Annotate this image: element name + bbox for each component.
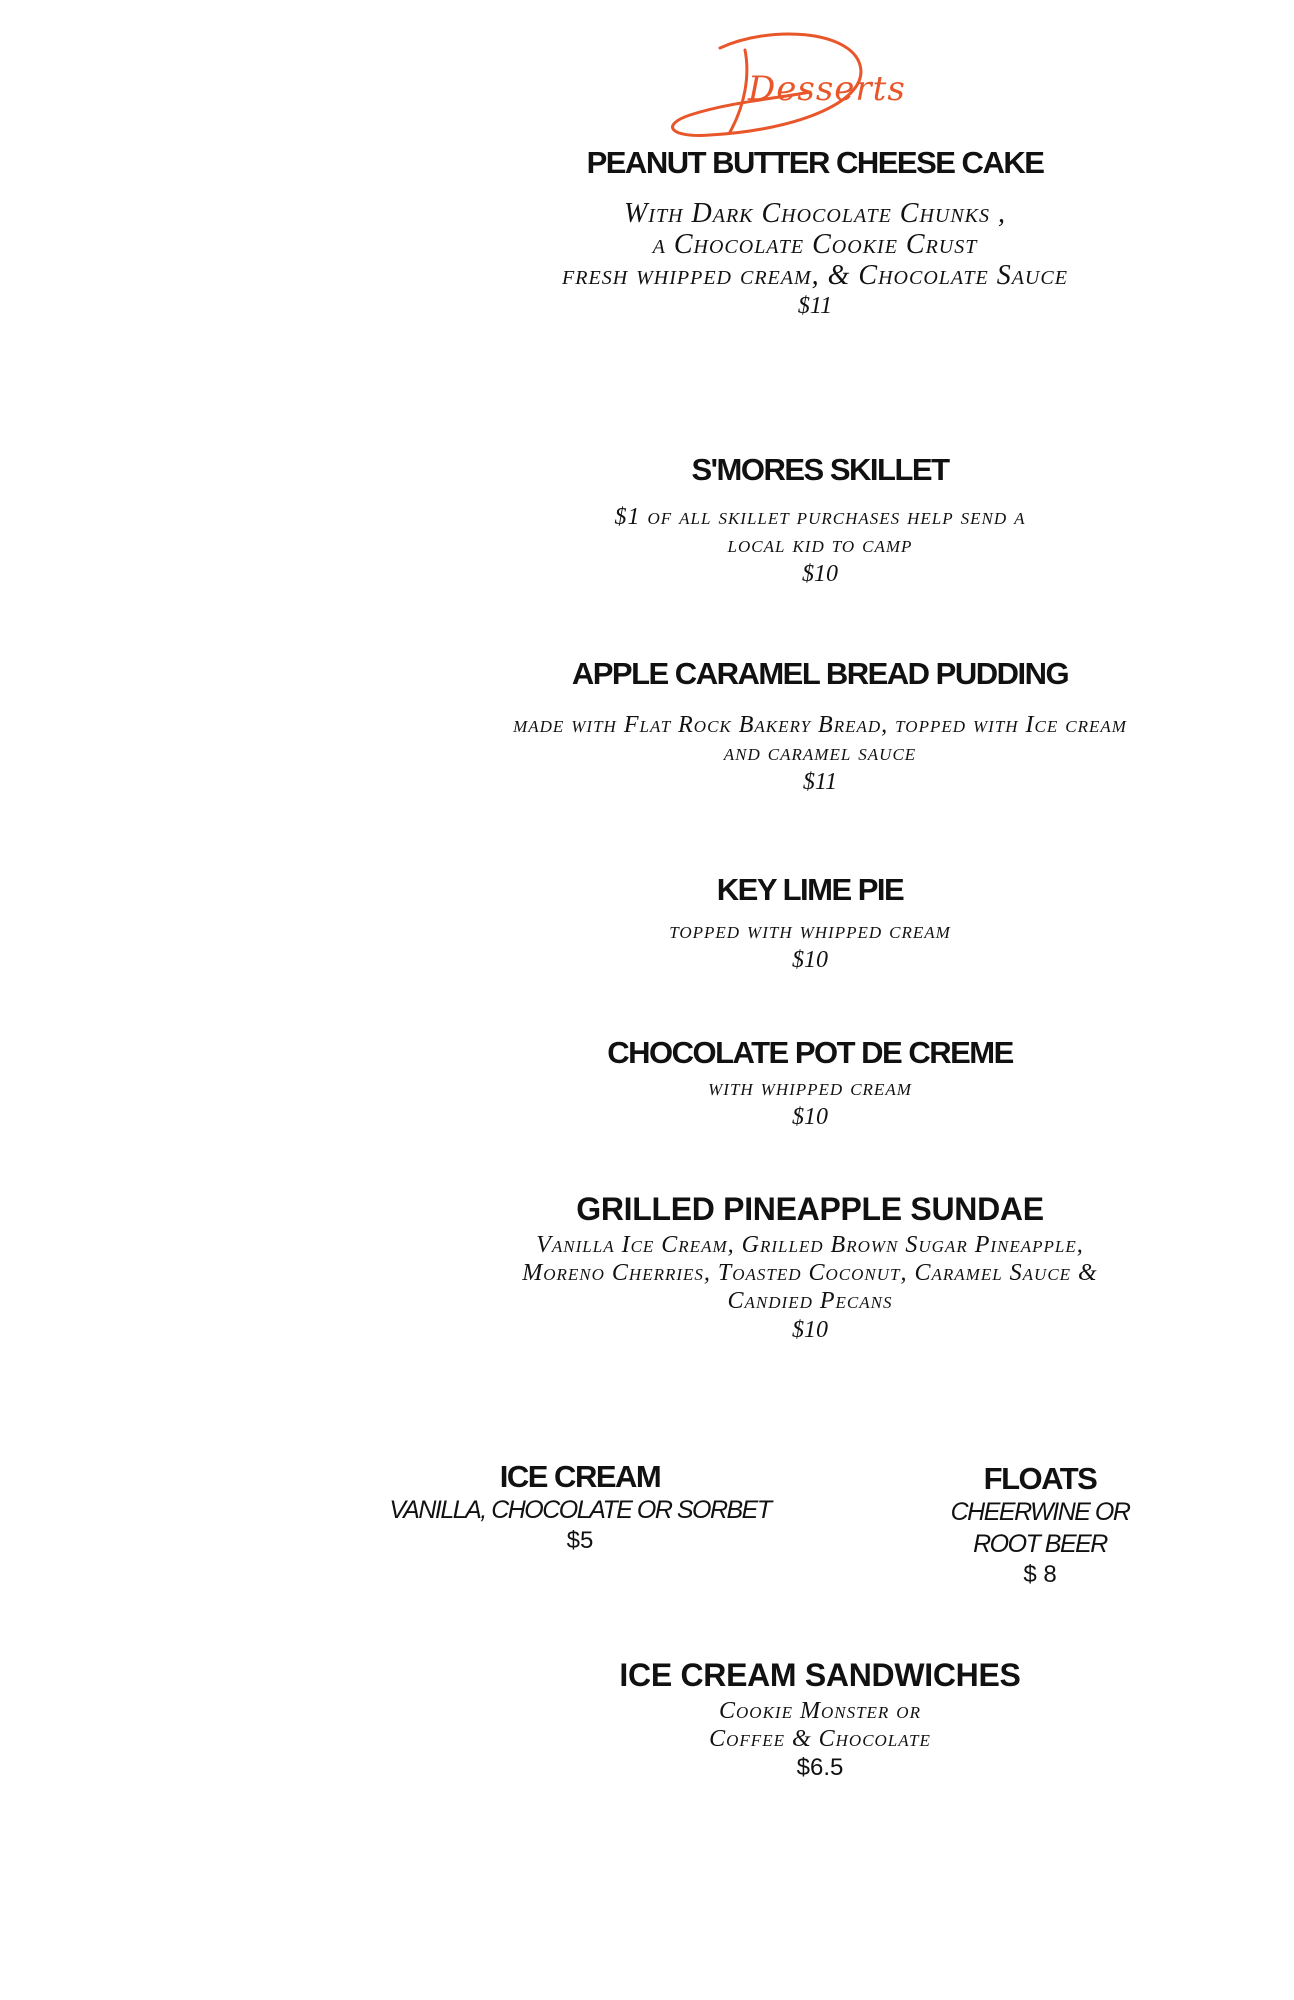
item-price: $11 (802, 769, 838, 796)
item-name: ICE CREAM SANDWICHES (619, 1657, 1021, 1693)
item-name: PEANUT BUTTER CHEESE CAKE (586, 145, 1044, 180)
item-name: GRILLED PINEAPPLE SUNDAE (576, 1191, 1044, 1227)
item-description-line: VANILLA, CHOCOLATE OR SORBET (389, 1496, 771, 1525)
menu-item-apple-caramel-bread-pudding (420, 657, 1220, 797)
menu-title-text: Desserts (748, 69, 906, 109)
item-name: S'MORES SKILLET (691, 452, 949, 487)
item-description-line: Vanilla Ice Cream, Grilled Brown Sugar Pineapple, (536, 1232, 1084, 1259)
item-description-line: topped with whipped cream (669, 918, 951, 945)
menu-item-floats (910, 1462, 1170, 1590)
item-price: $ 8 (1023, 1561, 1057, 1589)
item-description-line: Candied Pecans (727, 1288, 893, 1315)
item-price: $10 (792, 1317, 828, 1344)
item-name: FLOATS (983, 1461, 1097, 1496)
menu-item-grilled-pineapple-sundae (440, 1192, 1180, 1345)
item-description-line: ROOT BEER (973, 1530, 1107, 1559)
menu-item-ice-cream (380, 1460, 780, 1556)
menu-item-ice-cream-sandwiches (560, 1658, 1080, 1783)
item-price: $10 (802, 561, 838, 588)
item-description-line: and caramel sauce (723, 740, 917, 767)
item-name: CHOCOLATE POT DE CREME (607, 1035, 1013, 1070)
item-description-line: local kid to camp (727, 532, 913, 559)
item-description-line: a Chocolate Cookie Crust (652, 229, 978, 261)
item-price: $11 (797, 293, 833, 320)
item-price: $6.5 (796, 1754, 844, 1782)
item-name: KEY LIME PIE (716, 872, 904, 907)
menu-item-peanut-butter-cheese-cake (445, 146, 1185, 321)
item-description-line: fresh whipped cream, & Chocolate Sauce (562, 260, 1068, 292)
menu-title (650, 20, 970, 150)
menu-item-chocolate-pot-de-creme (550, 1036, 1070, 1132)
item-price: $10 (792, 1104, 828, 1131)
item-description-line: Moreno Cherries, Toasted Coconut, Caramel Sauce & (522, 1260, 1098, 1287)
item-description-line: $1 of all skillet purchases help send a (614, 504, 1026, 531)
item-description-line: CHEERWINE OR (950, 1498, 1130, 1527)
menu-item-smores-skillet (520, 453, 1120, 589)
item-name: ICE CREAM (499, 1459, 661, 1494)
item-price: $5 (566, 1527, 594, 1555)
menu-item-key-lime-pie (550, 873, 1070, 975)
item-description-line: with whipped cream (708, 1075, 912, 1102)
item-description-line: Coffee & Chocolate (709, 1726, 931, 1753)
item-name: APPLE CARAMEL BREAD PUDDING (571, 656, 1069, 691)
item-description-line: With Dark Chocolate Chunks , (623, 198, 1007, 230)
item-description-line: Cookie Monster or (719, 1698, 921, 1725)
item-price: $10 (792, 947, 828, 974)
item-description-line: made with Flat Rock Bakery Bread, topped with Ice cream (513, 712, 1127, 739)
